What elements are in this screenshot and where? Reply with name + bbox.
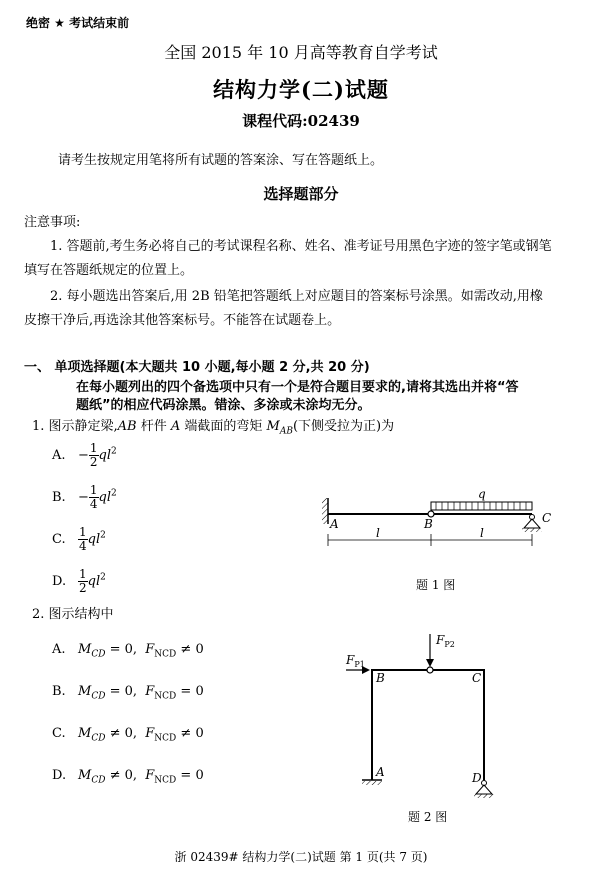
part1-desc-line-2: 题纸”的相应代码涂黑。错涂、多涂或未涂均无分。: [76, 398, 371, 413]
frame: [372, 670, 484, 780]
q1-stem: 1. 图示静定梁,AB 杆件 A 端截面的弯矩 $M_{AB}$(下侧受拉为正)为: [32, 419, 395, 437]
length-label-1: l: [376, 526, 380, 540]
fixed-support-icon: [362, 781, 382, 785]
q2-option-a[interactable]: A. $M_{CD} = 0$, $F_{NCD} \ne 0$: [52, 642, 204, 660]
point-label-b: B: [424, 517, 433, 531]
point-label-c: C: [472, 671, 482, 685]
notes-heading: 注意事项:: [24, 215, 81, 230]
q2-option-d[interactable]: D. $M_{CD} \ne 0$, $F_{NCD} = 0$: [52, 768, 204, 786]
pin-support-icon: [524, 519, 540, 528]
q1-option-b[interactable]: B. − $\frac{1}{4}$ $ql^2$: [52, 483, 117, 511]
course-code: 课程代码:02439: [242, 112, 360, 130]
q1-option-a[interactable]: A. − $\frac{1}{2}$ $ql^2$: [52, 441, 117, 469]
point-label-c: C: [542, 511, 552, 525]
exam-line: 全国 2015 年 10 月高等教育自学考试: [164, 43, 438, 62]
q2-stem: 2. 图示结构中: [32, 607, 114, 622]
secret-mark: 绝密 ★ 考试结束前: [26, 16, 130, 30]
part1-desc-line-1: 在每小题列出的四个备选项中只有一个是符合题目要求的,请将其选出并将“答: [76, 380, 519, 395]
fp2-label: $F_{P2}$: [436, 633, 455, 649]
force-arrow-down-icon: [426, 659, 434, 667]
page-title: 结构力学(二)试题: [213, 77, 389, 102]
point-label-a: A: [376, 765, 385, 779]
note-2-line-2: 皮擦干净后,再选涂其他答案标号。不能答在试题卷上。: [24, 313, 341, 328]
point-label-d: D: [472, 771, 482, 785]
fp1-label: $F_{P1}$: [346, 653, 365, 669]
section-title: 选择题部分: [263, 185, 339, 203]
instruction: 请考生按规定用笔将所有试题的答案涂、写在答题纸上。: [58, 153, 384, 168]
note-1-line-1: 1. 答题前,考生务必将自己的考试课程名称、姓名、准考证号用黑色字迹的签字笔或钢笔: [50, 239, 552, 254]
q2-option-b[interactable]: B. $M_{CD} = 0$, $F_{NCD} = 0$: [52, 684, 204, 702]
part1-heading: 一、 单项选择题(本大题共 10 小题,每小题 2 分,共 20 分): [24, 360, 370, 375]
q1-figure-caption: 题 1 图: [416, 578, 456, 592]
point-label-a: A: [330, 517, 339, 531]
distributed-load: [431, 502, 532, 510]
q2-figure-caption: 题 2 图: [408, 810, 448, 824]
q2-option-c[interactable]: C. $M_{CD} \ne 0$, $F_{NCD} \ne 0$: [52, 726, 204, 744]
load-label-q: q: [478, 487, 486, 501]
q1-beam-figure: [318, 484, 564, 566]
q2-frame-figure: [340, 630, 510, 806]
length-label-2: l: [480, 526, 484, 540]
point-label-b: B: [376, 671, 385, 685]
hinge-icon: [427, 667, 433, 673]
note-1-line-2: 填写在答题纸规定的位置上。: [24, 263, 194, 278]
q1-option-c[interactable]: C. $\frac{1}{4}$ $ql^2$: [52, 525, 106, 553]
fixed-support-icon: [322, 498, 328, 524]
pin-support-icon: [476, 785, 492, 794]
q1-option-d[interactable]: D. $\frac{1}{2}$ $ql^2$: [52, 567, 106, 595]
page-footer: 浙 02439# 结构力学(二)试题 第 1 页(共 7 页): [174, 850, 428, 864]
note-2-line-1: 2. 每小题选出答案后,用 2B 铅笔把答题纸上对应题目的答案标号涂黑。如需改动,用橡: [50, 289, 543, 304]
